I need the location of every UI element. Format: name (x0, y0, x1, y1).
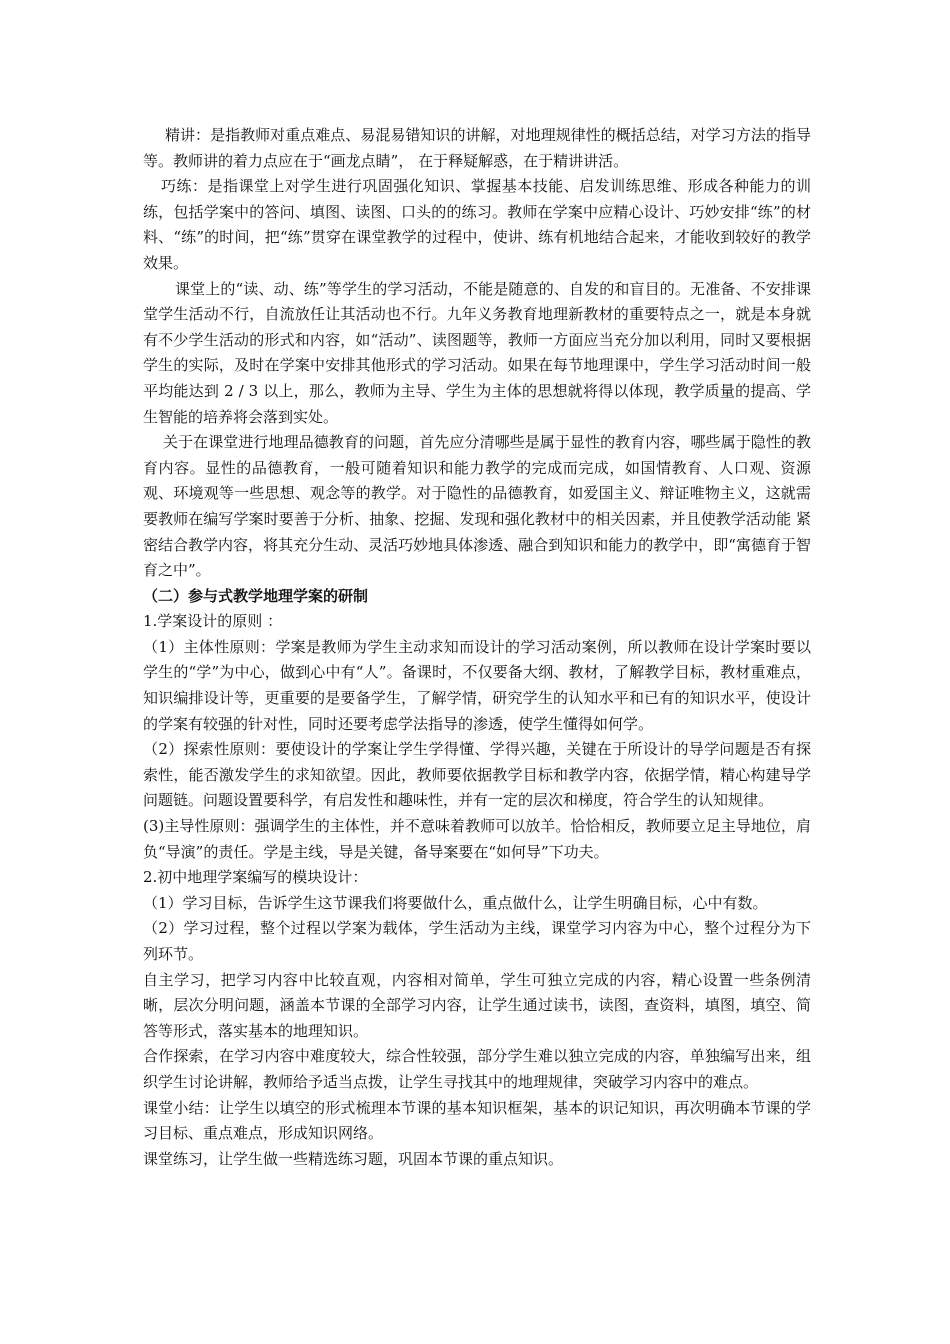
paragraph-moral-education: 关于在课堂进行地理品德教育的问题，首先应分清哪些是属于显性的教育内容，哪些属于隐性的教育内容。显性的品德教育，一般可随着知识和能力教学的完成而完成，如国情教育、人口观、资源观、环境观等一些思想、观念等的教学。对于隐性的品德教育，如爱国主义、辩证唯物主义，这就需要教师在编写学案时要善于分析、抽象、挖掘、发现和强化教材中的相关因素，并且使教学活动能 紧密结合教学内容，将其充分生动、灵活巧妙地具体渗透、融合到知识和能力的教学中，即“寓德育于智育之中”。 (143, 433, 811, 580)
paragraph-jingjiang: 精讲：是指教师对重点难点、易混易错知识的讲解，对地理规律性的概括总结，对学习方法的指导等。教师讲的着力点应在于“画龙点睛”， 在于释疑解惑，在于精讲讲活。 (143, 126, 811, 170)
paragraph-learning-process: （2）学习过程，整个过程以学案为载体，学生活动为主线，课堂学习内容为中心，整个过程分为下列环节。 (143, 919, 811, 963)
paragraph-classroom-activities: 课堂上的“读、动、练”等学生的学习活动，不能是随意的、自发的和盲目的。无准备、不安排课堂学生活动不行，自流放任让其活动也不行。九年义务教育地理新教材的重要特点之一，就是本身就有不少学生活动的形式和内容，如“活动”、读图题等，教师一方面应当充分加以利用，同时又要根据学生的实际，及时在学案中安排其他形式的学习活动。如果在每节地理课中，学生学习活动时间一般平均能达到 2 / 3 以上，那么，教师为主导、学生为主体的思想就将得以体现，教学质量的提高、学生智能的培养将会落到实处。 (143, 279, 811, 426)
paragraph-self-study: 自主学习，把学习内容中比较直观，内容相对简单，学生可独立完成的内容，精心设置一些条例清晰，层次分明问题，涵盖本节课的全部学习内容，让学生通过读书，读图，查资料，填图，填空、简答等形式，落实基本的地理知识。 (143, 970, 811, 1040)
paragraph-principle-guidance: (3)主导性原则：强调学生的主体性，并不意味着教师可以放羊。恰恰相反，教师要立足主导地位，肩负“导演”的责任。学是主线，导是关键，备导案要在“如何导”下功夫。 (143, 817, 811, 861)
section-heading: （二）参与式教学地理学案的研制 (143, 586, 369, 605)
subheading-module-design: 2.初中地理学案编写的模块设计： (143, 868, 368, 887)
document-body (143, 123, 811, 1172)
paragraph-principle-exploration: （2）探索性原则：要使设计的学案让学生学得懂、学得兴趣，关键在于所设计的导学问题是否有探索性，能否激发学生的求知欲望。因此，教师要依据教学目标和教学内容，依据学情，精心构建导学问题链。问题设置要科学，有启发性和趣味性，并有一定的层次和梯度，符合学生的认知规律。 (143, 740, 811, 810)
paragraph-class-summary: 课堂小结：让学生以填空的形式梳理本节课的基本知识框架，基本的识记知识，再次明确本节课的学习目标、重点难点，形成知识网络。 (143, 1098, 811, 1143)
subheading-design-principles: 1.学案设计的原则 ： (143, 612, 283, 631)
paragraph-class-practice: 课堂练习，让学生做一些精选练习题，巩固本节课的重点知识。 (143, 1149, 564, 1168)
paragraph-cooperative-exploration: 合作探索，在学习内容中难度较大，综合性较强，部分学生难以独立完成的内容，单独编写出来，组织学生讨论讲解，教师给予适当点拨，让学生寻找其中的地理规律，突破学习内容中的难点。 (143, 1047, 811, 1091)
paragraph-principle-subjectivity: （1）主体性原则：学案是教师为学生主动求知而设计的学习活动案例，所以教师在设计学案时要以学生的“学”为中心，做到心中有“人”。备课时，不仅要备大纲、教材，了解教学目标，教材重难点，知识编排设计等，更重要的是要备学生，了解学情，研究学生的认知水平和已有的知识水平，使设计的学案有较强的针对性，同时还要考虑学法指导的渗透，使学生懂得如何学。 (143, 637, 811, 733)
paragraph-learning-goals: （1）学习目标，告诉学生这节课我们将要做什么，重点做什么，让学生明确目标，心中有数。 (143, 893, 768, 912)
paragraph-qiaolian: 巧练：是指课堂上对学生进行巩固强化知识、掌握基本技能、启发训练思维、形成各种能力的训练，包括学案中的答问、填图、读图、口头的的练习。教师在学案中应精心设计、巧妙安排“练”的材料、“练”的时间，把“练”贯穿在课堂教学的过程中，使讲、练有机地结合起来，才能收到较好的教学效果。 (143, 177, 811, 272)
